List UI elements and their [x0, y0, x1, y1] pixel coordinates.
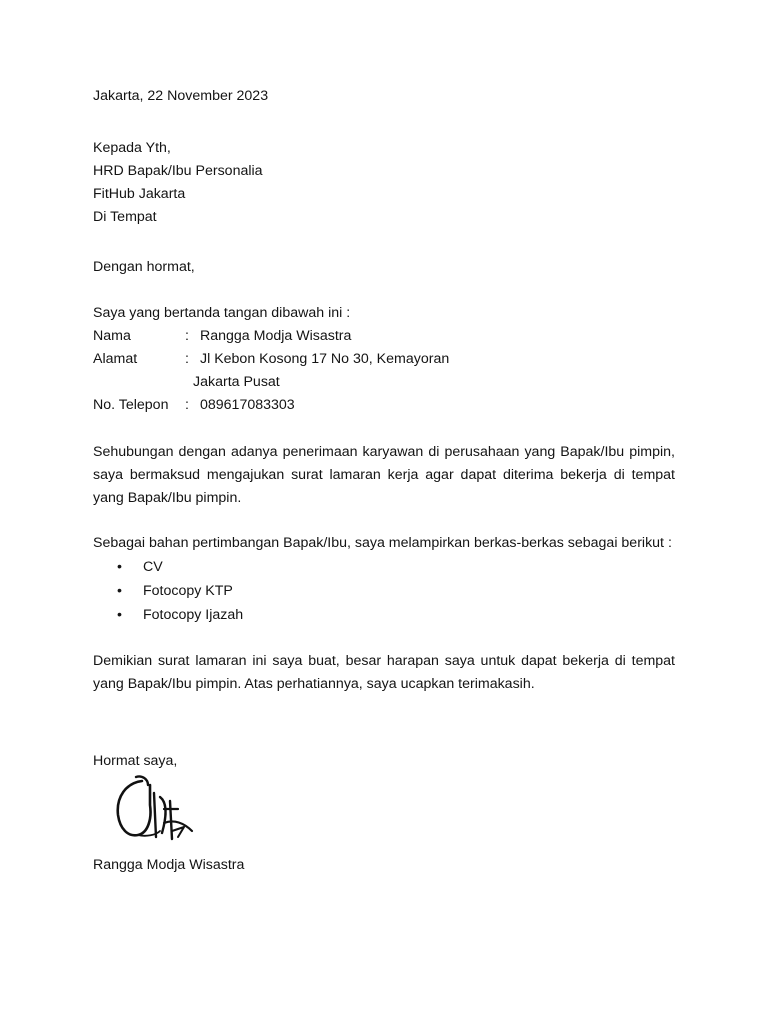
paragraph-attachments-intro: Sebagai bahan pertimbangan Bapak/Ibu, saya melampirkan berkas-berkas sebagai berikut : [93, 535, 672, 551]
address-value-line2: Jakarta Pusat [193, 374, 280, 390]
list-item-text: CV [143, 559, 163, 575]
phone-label: No. Telepon [93, 397, 169, 413]
name-value: Rangga Modja Wisastra [200, 328, 352, 344]
phone-value: 089617083303 [200, 397, 295, 413]
name-separator: : [185, 328, 189, 344]
intro-line: Saya yang bertanda tangan dibawah ini : [93, 305, 351, 321]
bullet-icon: • [117, 559, 122, 575]
name-label: Nama [93, 328, 131, 344]
address-separator: : [185, 351, 189, 367]
address-label: Alamat [93, 351, 138, 367]
address-value-line1: Jl Kebon Kosong 17 No 30, Kemayoran [200, 351, 450, 367]
recipient-line: Kepada Yth, [93, 140, 171, 156]
paragraph-purpose: Sehubungan dengan adanya penerimaan karyawan di perusahaan yang Bapak/Ibu pimpin, saya bermaksud mengajukan surat lamaran kerja agar dapat diterima bekerja di tempat yang Bapak/Ibu pimpin. [93, 444, 675, 507]
closing-salutation: Hormat saya, [93, 753, 178, 769]
list-item-text: Fotocopy Ijazah [143, 607, 244, 623]
greeting: Dengan hormat, [93, 259, 195, 275]
phone-separator: : [185, 397, 189, 413]
recipient-line: FitHub Jakarta [93, 186, 186, 202]
place-date: Jakarta, 22 November 2023 [93, 88, 269, 104]
recipient-line: Di Tempat [93, 209, 157, 225]
bullet-icon: • [117, 607, 122, 623]
signature-image [108, 775, 204, 855]
list-item-text: Fotocopy KTP [143, 583, 233, 599]
closing-paragraph: Demikian surat lamaran ini saya buat, besar harapan saya untuk dapat bekerja di tempat yang Bapak/Ibu pimpin. Atas perhatiannya, saya ucapkan terimakasih. [93, 653, 675, 693]
signatory-name: Rangga Modja Wisastra [93, 857, 245, 873]
recipient-line: HRD Bapak/Ibu Personalia [93, 163, 263, 179]
bullet-icon: • [117, 583, 122, 599]
